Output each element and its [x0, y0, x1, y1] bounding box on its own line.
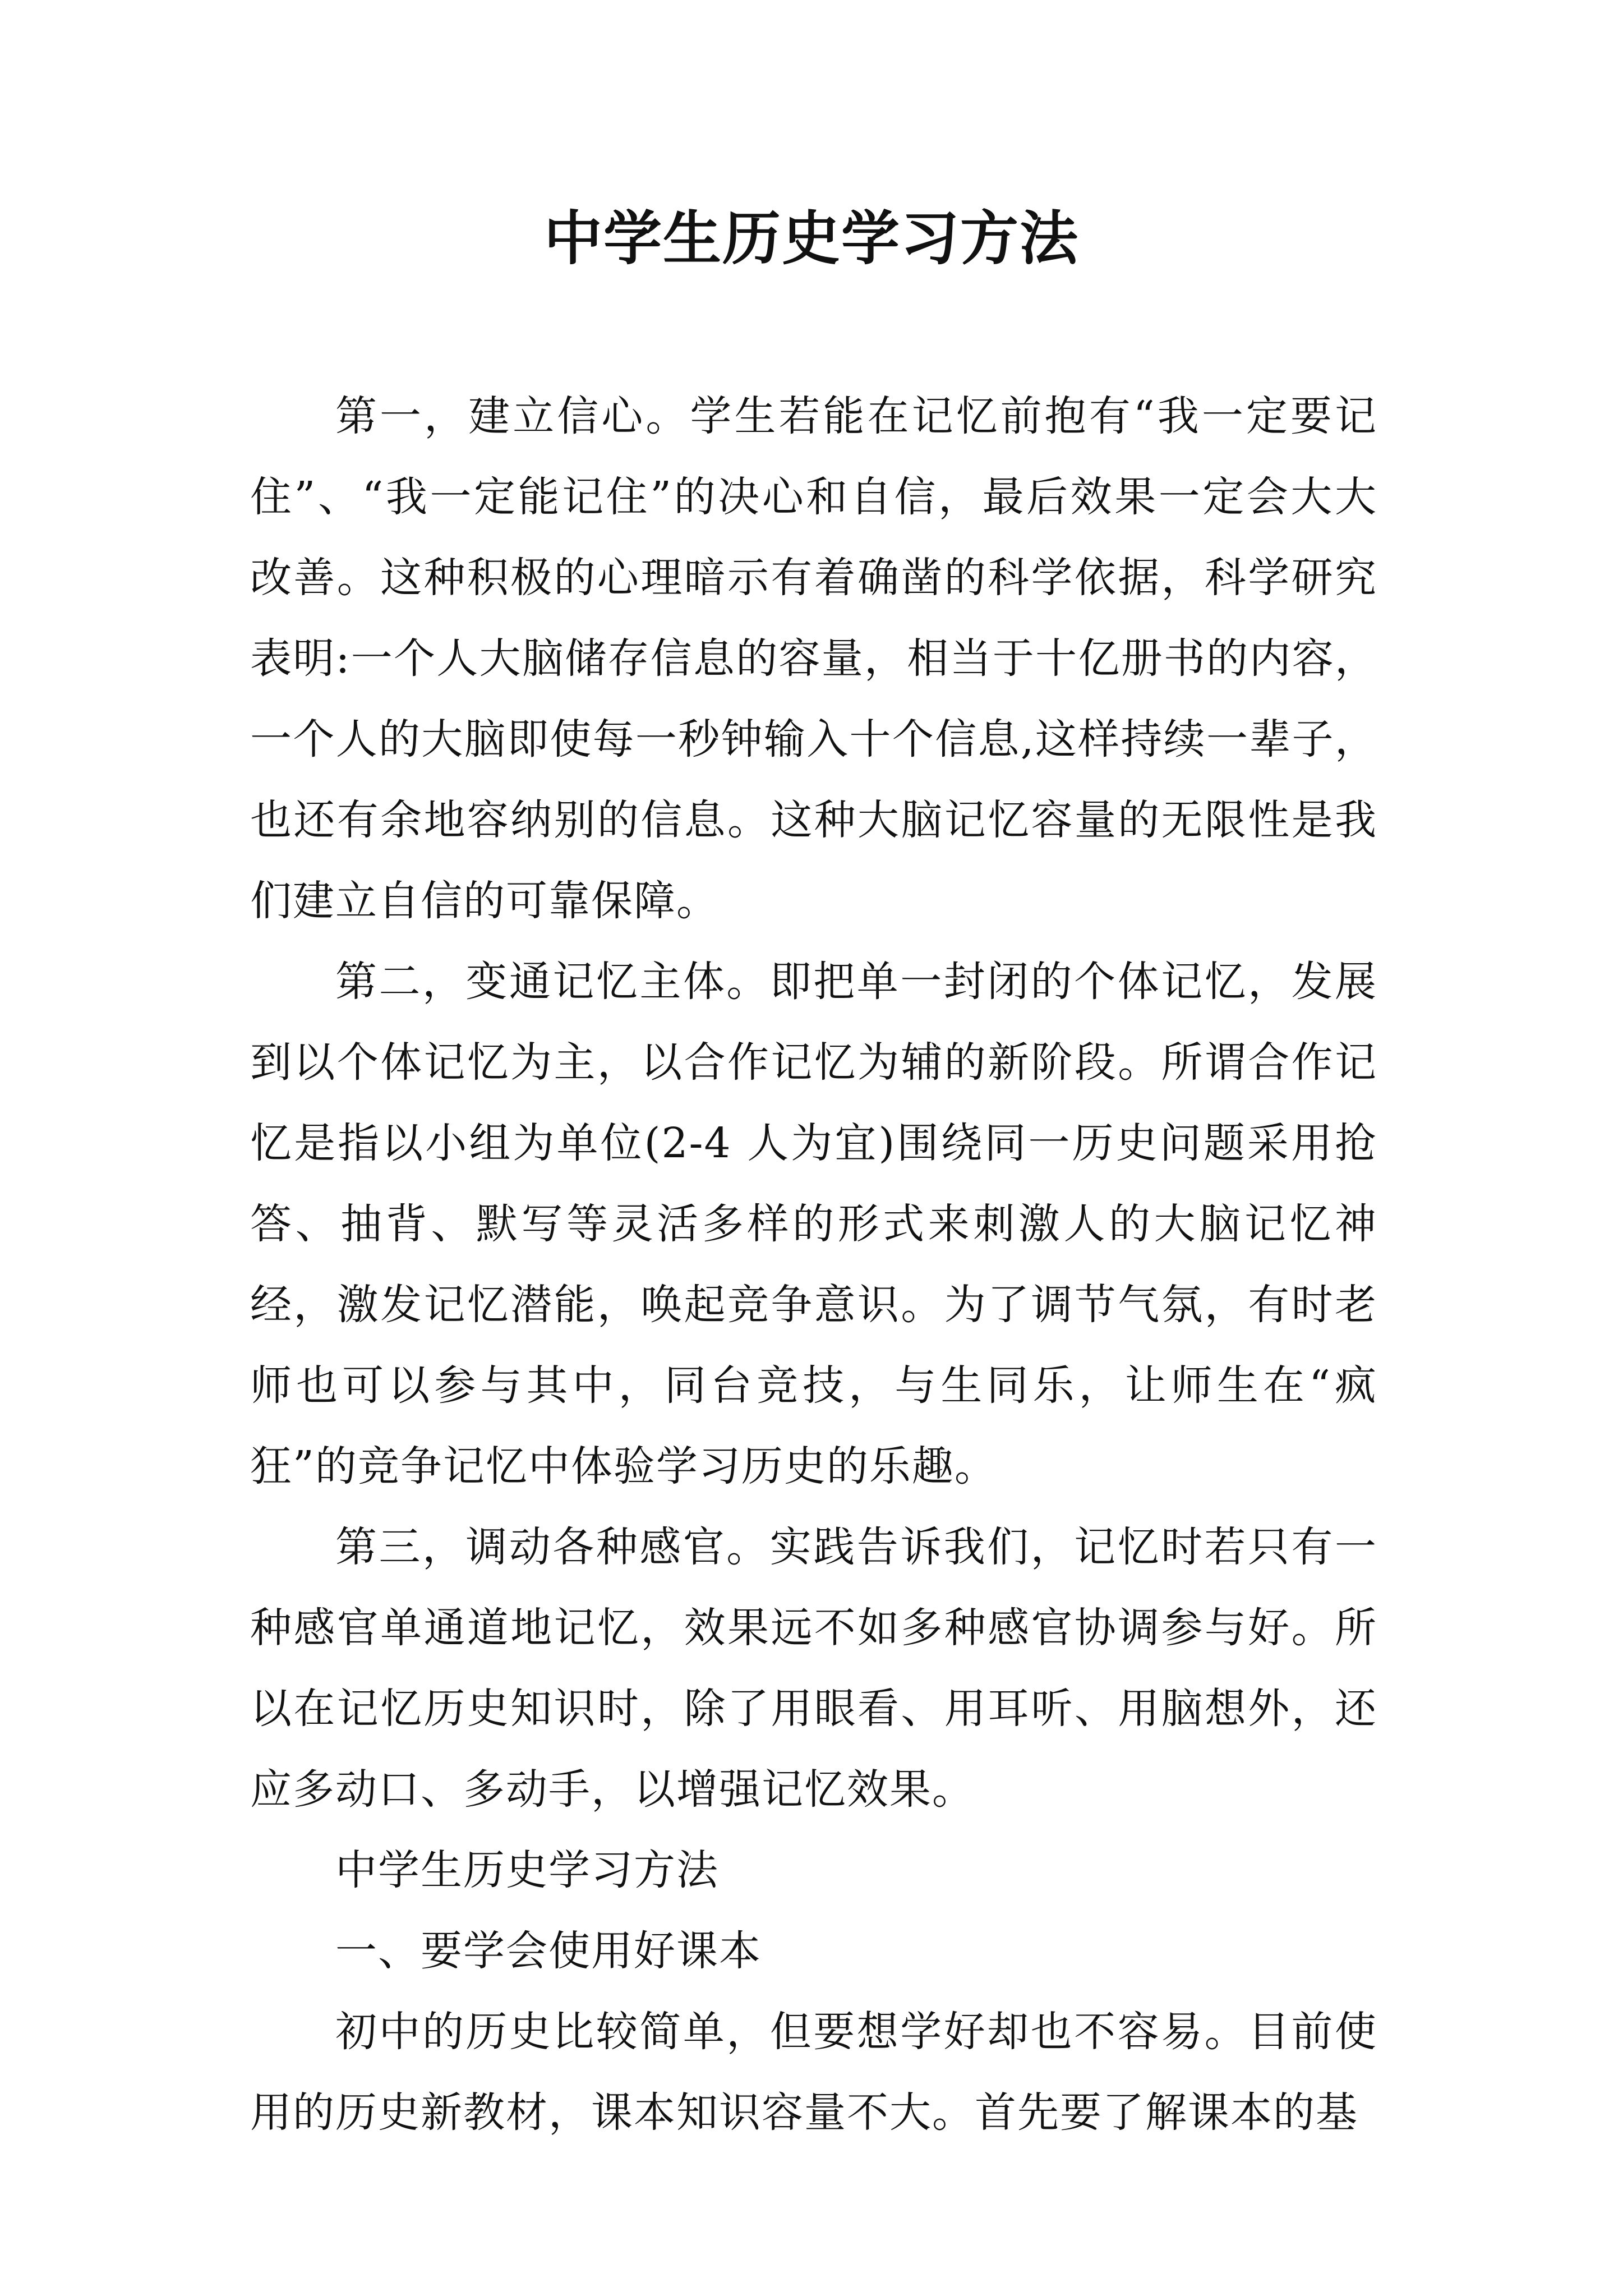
paragraph-textbook: 初中的历史比较简单，但要想学好却也不容易。目前使用的历史新教材，课本知识容量不大。首先要了解课本的基 [250, 2008, 1377, 2137]
paragraph-senses: 第三，调动各种感官。实践告诉我们，记忆时若只有一种感官单通道地记忆，效果远不如多种感官协调参与好。所以在记忆历史知识时，除了用眼看、用耳听、用脑想外，还应多动口、多动手，以增强记忆效果。 [250, 1523, 1377, 1814]
section-heading: 中学生历史学习方法 [335, 1846, 719, 1894]
paragraph-confidence: 第一，建立信心。学生若能在记忆前抱有“我一定要记住”、“我一定能记住”的决心和自信，最后效果一定会大大改善。这种积极的心理暗示有着确凿的科学依据，科学研究表明:一个人大脑储存信息的容量，相当于十亿册书的内容，一个人的大脑即使每一秒钟输入十个信息,这样持续一辈子，也还有余地容纳别的信息。这种大脑记忆容量的无限性是我们建立自信的可靠保障。 [250, 392, 1377, 925]
subsection-heading: 一、要学会使用好课本 [335, 1927, 762, 1975]
paragraph-cooperative-memory: 第二，变通记忆主体。即把单一封闭的个体记忆，发展到以个体记忆为主，以合作记忆为辅的新阶段。所谓合作记忆是指以小组为单位(2-4 人为宜)围绕同一历史问题采用抢答、抽背、默写等灵活多样的形式来刺激人的大脑记忆神经，激发记忆潜能，唤起竞争意识。为了调节气氛，有时老师也可以参与其中，同台竞技，与生同乐，让师生在“疯狂”的竞争记忆中体验学习历史的乐趣。 [250, 958, 1377, 1490]
document-title: 中学生历史学习方法 [543, 204, 1079, 273]
document-body [250, 376, 1377, 2153]
